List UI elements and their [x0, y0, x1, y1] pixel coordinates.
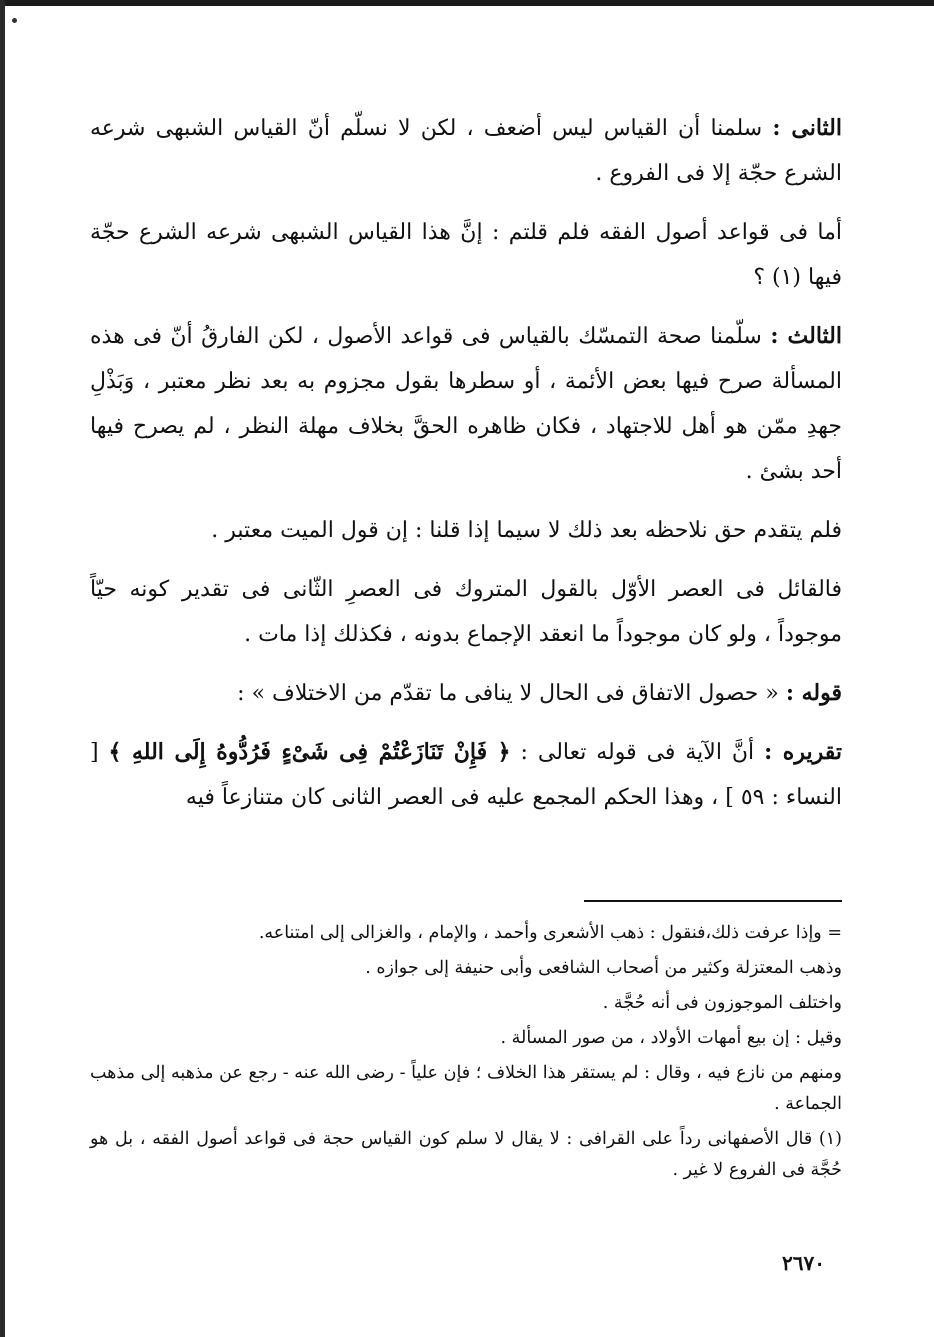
paragraph-lead: تقريره : [764, 739, 842, 765]
paragraph-text: سلّمنا صحة التمسّك بالقياس فى قواعد الأصول ، لكن الفارقُ أنّ فى هذه المسألة صرح فيها بعض الأئمة ، أو سطرها بقول مجزوم به بعد نظر معتبر ، وَبَذْلِ جهدِ ممّن هو أهل للاجتهاد ، فكان ظاهره الحقَّ بخلاف مهلة النظر ، لم يصرح فيها أحد بشئ . [90, 324, 842, 484]
scan-edge-left [0, 0, 5, 1337]
paragraph-quote-statement [90, 671, 842, 716]
paragraph-explanation [90, 730, 842, 820]
scan-speck [12, 18, 17, 23]
paragraph-first-era-speaker [90, 567, 842, 657]
paragraph-usul-question [90, 210, 842, 300]
footnote-separator [584, 900, 842, 902]
paragraph-lead: الثانى : [772, 115, 842, 141]
footnote-line: ومنهم من نازع فيه ، وقال : لم يستقر هذا الخلاف ؛ فإن علياً - رضى الله عنه - رجع عن مذهبه إلى مذهب الجماعة . [90, 1063, 842, 1114]
paragraph-text: أنَّ الآية فى قوله تعالى : [510, 740, 765, 765]
paragraph-text: فالقائل فى العصر الأوّل بالقول المتروك فى العصرِ الثّانى فى تقدير كونه حيّاً موجوداً ، ولو كان موجوداً ما انعقد الإجماع بدونه ، فكذلك إذا مات . [90, 577, 842, 647]
footnote-line: واختلف الموجوزون فى أنه حُجَّة . [602, 993, 842, 1013]
paragraph-lead: الثالث : [770, 323, 842, 349]
quran-verse: ﴿ فَإِنْ تَنَازَعْتُمْ فِى شَىْءٍ فَرُدُّوهُ إِلَى اللهِ ﴾ [108, 739, 511, 765]
footnote-line: = وإذا عرفت ذلك،فنقول : ذهب الأشعرى وأحمد ، والإمام ، والغزالى إلى امتناعه. [258, 923, 842, 943]
paragraph-text: « حصول الاتفاق فى الحال لا ينافى ما تقدّم من الاختلاف » : [237, 681, 786, 706]
main-text [90, 106, 842, 834]
paragraph-text: فلم يتقدم حق نلاحظه بعد ذلك لا سيما إذا قلنا : إن قول الميت معتبر . [211, 518, 842, 543]
page-number: ٢٦٧٠ [782, 1251, 825, 1275]
paragraph-third-objection [90, 314, 842, 494]
paragraph-text: أما فى قواعد أصول الفقه فلم قلتم : إنَّ هذا القياس الشبهى شرعه الشرع حجّة فيها (١) ؟ [90, 220, 842, 290]
footnote-line: وذهب المعتزلة وكثير من أصحاب الشافعى وأبى حنيفة إلى جوازه . [365, 958, 842, 978]
footnote-line: وقيل : إن بيع أمهات الأولاد ، من صور المسألة . [500, 1028, 842, 1048]
paragraph-lead: قوله : [785, 680, 842, 706]
paragraph-second-objection [90, 106, 842, 196]
scan-edge-top [0, 0, 934, 6]
paragraph-text: سلمنا أن القياس ليس أضعف ، لكن لا نسلّم أنّ القياس الشبهى شرعه الشرع حجّة إلا فى الفروع . [90, 116, 842, 186]
paragraph-text: [ النساء : ٥٩ ] ، وهذا الحكم المجمع عليه فى العصر الثانى كان متنازعاً فيه [90, 740, 842, 810]
footnotes [90, 918, 842, 1190]
footnote-1: (١) قال الأصفهانى رداً على القرافى : لا يقال لا سلم كون القياس حجة فى قواعد أصول الفقه ، بل هو حُجَّة فى الفروع لا غير . [90, 1129, 842, 1180]
paragraph-no-prior-right [90, 508, 842, 553]
